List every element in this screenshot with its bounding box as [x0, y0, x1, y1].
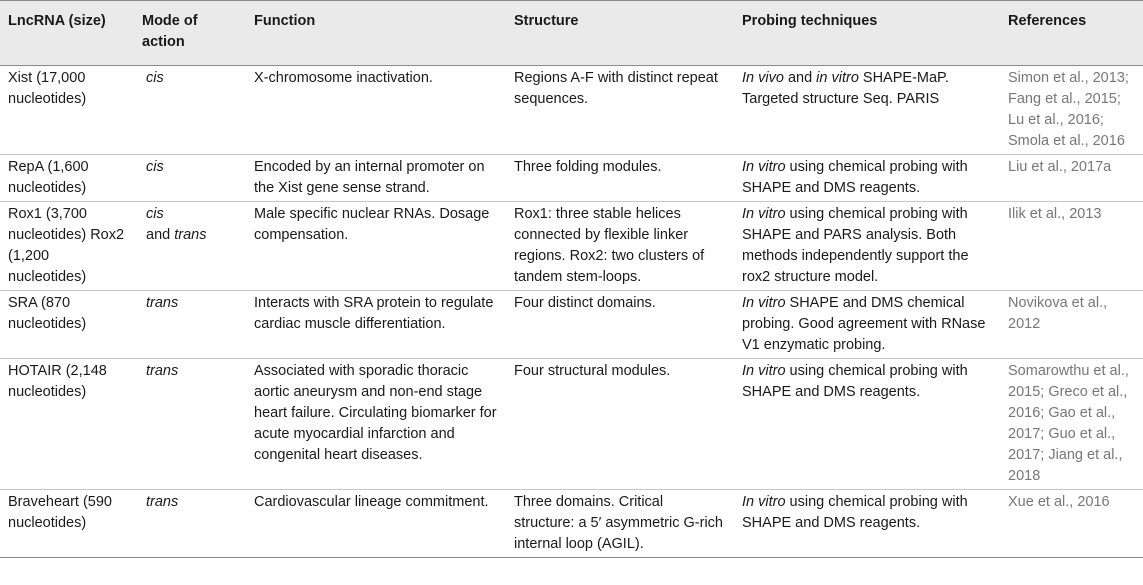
cell-structure: Rox1: three stable helices connected by flexible linker regions. Rox2: two clusters of tandem stem-loops.: [514, 206, 705, 285]
table-row: [0, 155, 1143, 202]
header-probing: Probing techniques: [742, 13, 878, 29]
mode-a: cis: [146, 206, 164, 222]
cell-references: Simon et al., 2013; Fang et al., 2015; Lu et al., 2016; Smola et al., 2016: [1008, 70, 1129, 149]
probing-italic-2: in vitro: [816, 70, 859, 86]
cell-mode: [134, 202, 246, 291]
header-structure: Structure: [514, 13, 579, 29]
cell-references: Liu et al., 2017a: [1008, 159, 1112, 175]
cell-structure: Three domains. Critical structure: a 5′ asymmetric G-rich internal loop (AGIL).: [514, 494, 723, 552]
cell-probing: [734, 202, 1000, 291]
probing-text-1: SHAPE and DMS chemical probing. Good agreement with RNase V1 enzymatic probing.: [742, 295, 986, 353]
mode-a: trans: [146, 494, 179, 510]
header-function: Function: [254, 13, 316, 29]
cell-probing: [734, 490, 1000, 558]
mode-b: trans: [174, 227, 207, 243]
probing-text-2: SHAPE-MaP. Targeted structure Seq. PARIS: [742, 70, 949, 107]
cell-lncrna: Braveheart (590 nucleotides): [8, 494, 112, 531]
cell-structure: Three folding modules.: [514, 159, 662, 175]
cell-references: Xue et al., 2016: [1008, 494, 1110, 510]
table-row: [0, 359, 1143, 490]
cell-probing: [734, 291, 1000, 359]
cell-mode: [134, 291, 246, 359]
table-body: [0, 66, 1143, 558]
mode-a: trans: [146, 295, 179, 311]
cell-function: Male specific nuclear RNAs. Dosage compensation.: [254, 206, 490, 243]
cell-probing: [734, 155, 1000, 202]
mode-a: trans: [146, 363, 179, 379]
probing-text-1: using chemical probing with SHAPE and DMS reagents.: [742, 159, 968, 196]
table-row: [0, 66, 1143, 155]
cell-references: Somarowthu et al., 2015; Greco et al., 2016; Gao et al., 2017; Guo et al., 2017; Jiang et al., 2018: [1008, 363, 1129, 484]
cell-structure: Four distinct domains.: [514, 295, 656, 311]
probing-italic-1: In vivo: [742, 70, 784, 86]
cell-probing: [734, 359, 1000, 490]
cell-probing: [734, 66, 1000, 155]
cell-function: Encoded by an internal promoter on the Xist gene sense strand.: [254, 159, 485, 196]
mode-and: and: [146, 227, 175, 243]
cell-lncrna: Xist (17,000 nucleotides): [8, 70, 87, 107]
cell-lncrna: RepA (1,600 nucleotides): [8, 159, 89, 196]
probing-text-1: using chemical probing with SHAPE and DMS reagents.: [742, 494, 968, 531]
header-lncrna: LncRNA (size): [8, 13, 106, 29]
probing-italic-1: In vitro: [742, 206, 786, 222]
probing-text-1: using chemical probing with SHAPE and PARS analysis. Both methods independently support the rox2 structure model.: [742, 206, 969, 285]
cell-function: Associated with sporadic thoracic aortic aneurysm and non-end stage heart failure. Circulating biomarker for acute myocardial infarction and congenital heart diseases.: [254, 363, 497, 463]
cell-mode: [134, 66, 246, 155]
cell-lncrna: HOTAIR (2,148 nucleotides): [8, 363, 107, 400]
cell-lncrna: SRA (870 nucleotides): [8, 295, 87, 332]
table-row: [0, 291, 1143, 359]
table-row: [0, 490, 1143, 558]
cell-lncrna: Rox1 (3,700 nucleotides) Rox2 (1,200 nucleotides): [8, 206, 125, 285]
probing-italic-1: In vitro: [742, 494, 786, 510]
cell-function: Cardiovascular lineage commitment.: [254, 494, 489, 510]
table-header: [0, 1, 1143, 66]
table-row: [0, 202, 1143, 291]
mode-a: cis: [146, 70, 164, 86]
cell-mode: [134, 490, 246, 558]
cell-references: Novikova et al., 2012: [1008, 295, 1108, 332]
cell-structure: Four structural modules.: [514, 363, 671, 379]
header-references: References: [1008, 13, 1087, 29]
probing-italic-1: In vitro: [742, 159, 786, 175]
probing-text-1: using chemical probing with SHAPE and DMS reagents.: [742, 363, 968, 400]
cell-references: Ilik et al., 2013: [1008, 206, 1102, 222]
cell-function: Interacts with SRA protein to regulate cardiac muscle differentiation.: [254, 295, 494, 332]
probing-italic-1: In vitro: [742, 295, 786, 311]
cell-function: X-chromosome inactivation.: [254, 70, 433, 86]
mode-a: cis: [146, 159, 164, 175]
cell-mode: [134, 155, 246, 202]
probing-text-1: and: [783, 70, 817, 86]
probing-italic-1: In vitro: [742, 363, 786, 379]
cell-structure: Regions A-F with distinct repeat sequences.: [514, 70, 718, 107]
header-mode: Mode of action: [142, 13, 198, 50]
cell-mode: [134, 359, 246, 490]
header-row: [0, 1, 1143, 66]
